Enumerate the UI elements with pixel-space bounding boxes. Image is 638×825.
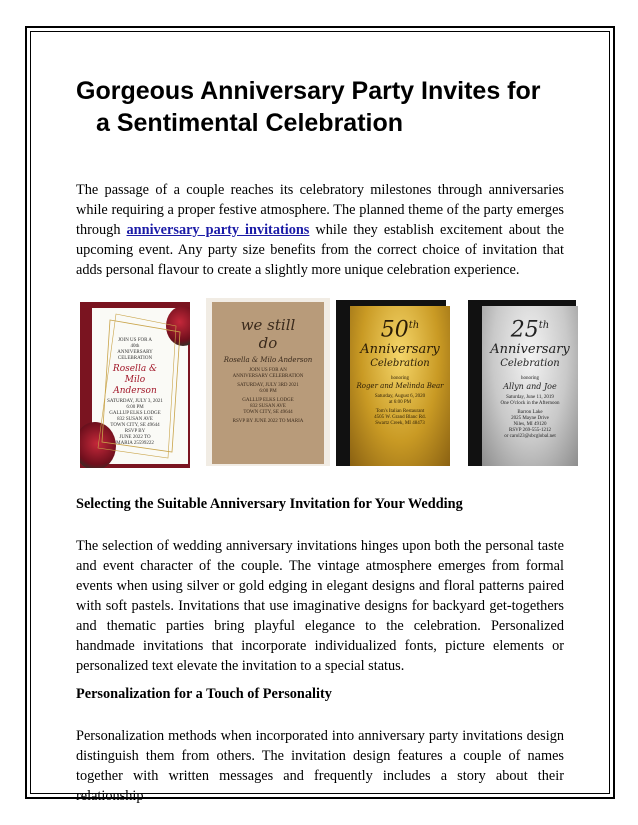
card-line: at 6:00 PM <box>388 400 412 406</box>
invitation-card-floral <box>80 302 190 468</box>
card-number-value: 50 <box>380 317 409 343</box>
card-line: 4505 W. Grand Blanc Rd. <box>374 415 426 421</box>
card-line: RSVP BY JUNE 2022 TO MARIA <box>232 419 304 424</box>
section-body-personalization: Personalization methods when incorporated into anniversary party invitations design distinguish them from others. The invitation design features a couple of names together with written messages and frequently includes a story about their relationship <box>76 728 564 804</box>
title-line-1: Gorgeous Anniversary Party Invites for <box>76 77 541 105</box>
section-heading-selecting: Selecting the Suitable Anniversary Invitation for Your Wedding <box>76 496 463 512</box>
card-line: or carol23@sbcglobal.net <box>504 434 556 440</box>
card-script-subtitle: Celebration <box>500 358 560 370</box>
card-number <box>482 314 578 342</box>
card-line: Niles, MI 49120 <box>513 422 547 428</box>
section-body-selecting: The selection of wedding anniversary invitations hinges upon both the personal taste and event character of the couple. The vintage atmosphere emerges from formal events when using silver or gold edging in elegant designs and floral patterns paired with soft pastels. Invitations that use imaginative designs for backyard get-togethers and thematic parties bring playful elegance to the celebration. Personalized handmade invitations that incorporate individualized fonts, picture elements or personalized text elevate the invitation to a special status. <box>76 538 564 674</box>
card-line: honoring <box>390 376 410 382</box>
card-couple-name: Rosella & Milo Anderson <box>223 356 313 364</box>
card-line: SATURDAY, JULY 3RD 2021 <box>237 383 299 388</box>
card-line: GALLUP ELKS LODGE <box>242 398 294 403</box>
kraft-card-text <box>212 316 324 425</box>
card-line: 6:00 PM <box>259 389 277 394</box>
card-line: Barron Lake <box>517 410 543 416</box>
card-line: honoring <box>520 376 540 382</box>
card-line: JUNE 2022 TO <box>119 435 151 440</box>
card-line: Tom's Italian Restaurant <box>375 409 425 415</box>
card-number-suffix: th <box>408 320 420 331</box>
card-line: Saturday, June 11, 2019 <box>506 395 554 401</box>
card-line: 2025 Mayne Drive <box>511 416 549 422</box>
card-number-value: 25 <box>510 317 539 343</box>
card-line: ANNIVERSARY CELEBRATION <box>232 374 304 379</box>
card-script-title: Anniversary <box>360 342 440 358</box>
card-line: ANNIVERSARY CELEBRATION <box>117 350 153 361</box>
card-line: 832 SUSAN AVE <box>250 404 286 409</box>
intro-text-end: while they establish excitement about the upcoming event. Any party size benefits from the correct choice of invitation that adds personal flavour to create a slightly more unique celebration experience. <box>76 222 564 278</box>
gold-card-text <box>350 314 450 427</box>
card-couple-name: Allyn and Joe <box>503 382 557 392</box>
card-line: Saturday, August 6, 2020 <box>374 394 426 400</box>
card-couple-name: Rosella & Milo Anderson <box>112 364 158 396</box>
silver-card-text <box>482 314 578 440</box>
card-line: JOIN US FOR A <box>117 338 153 343</box>
card-number <box>350 314 450 342</box>
invitation-card-gold <box>350 306 450 466</box>
card-couple-name: Roger and Melinda Bear <box>356 382 444 391</box>
card-line: 6:00 PM <box>126 405 144 410</box>
card-script-subtitle: Celebration <box>370 358 430 370</box>
card-line: GALLUP ELKS LODGE <box>109 411 161 416</box>
intro-paragraph <box>76 180 564 280</box>
card-line: 832 SUSAN AVE <box>117 417 153 422</box>
invitation-card-kraft <box>212 302 324 464</box>
card-line: TOWN CITY, SE 49644 <box>243 410 293 415</box>
card-line: Swartz Creek, MI 48473 <box>375 421 425 427</box>
anniversary-invitations-link[interactable]: anniversary party invitations <box>126 222 310 238</box>
card-script-title: Anniversary <box>490 342 570 358</box>
card-number-suffix: th <box>538 320 550 331</box>
page-title <box>76 75 596 139</box>
floral-card-text <box>80 338 190 447</box>
card-line: RSVP BY <box>124 429 146 434</box>
title-line-2: a Sentimental Celebration <box>96 109 404 137</box>
card-line: RSVP 269-555-1212 <box>509 428 551 434</box>
card-script-title: we still do <box>240 316 296 352</box>
invitation-card-silver <box>482 306 578 466</box>
section-heading-personalization: Personalization for a Touch of Personality <box>76 686 332 702</box>
card-line: JOIN US FOR AN <box>249 368 287 373</box>
intro-text-start: The passage of a couple reaches its celebratory milestones through anniversaries while requiring a proper festive atmosphere. The planned theme of the party emerges through <box>76 182 564 238</box>
card-line: One O'clock in the Afternoon <box>500 401 560 407</box>
card-line: TOWN CITY, SE 49644 <box>110 423 160 428</box>
card-line: 40th <box>130 344 140 349</box>
card-line: MARIA 25599222 <box>116 441 154 446</box>
card-line: SATURDAY, JULY 3, 2021 <box>107 399 163 404</box>
